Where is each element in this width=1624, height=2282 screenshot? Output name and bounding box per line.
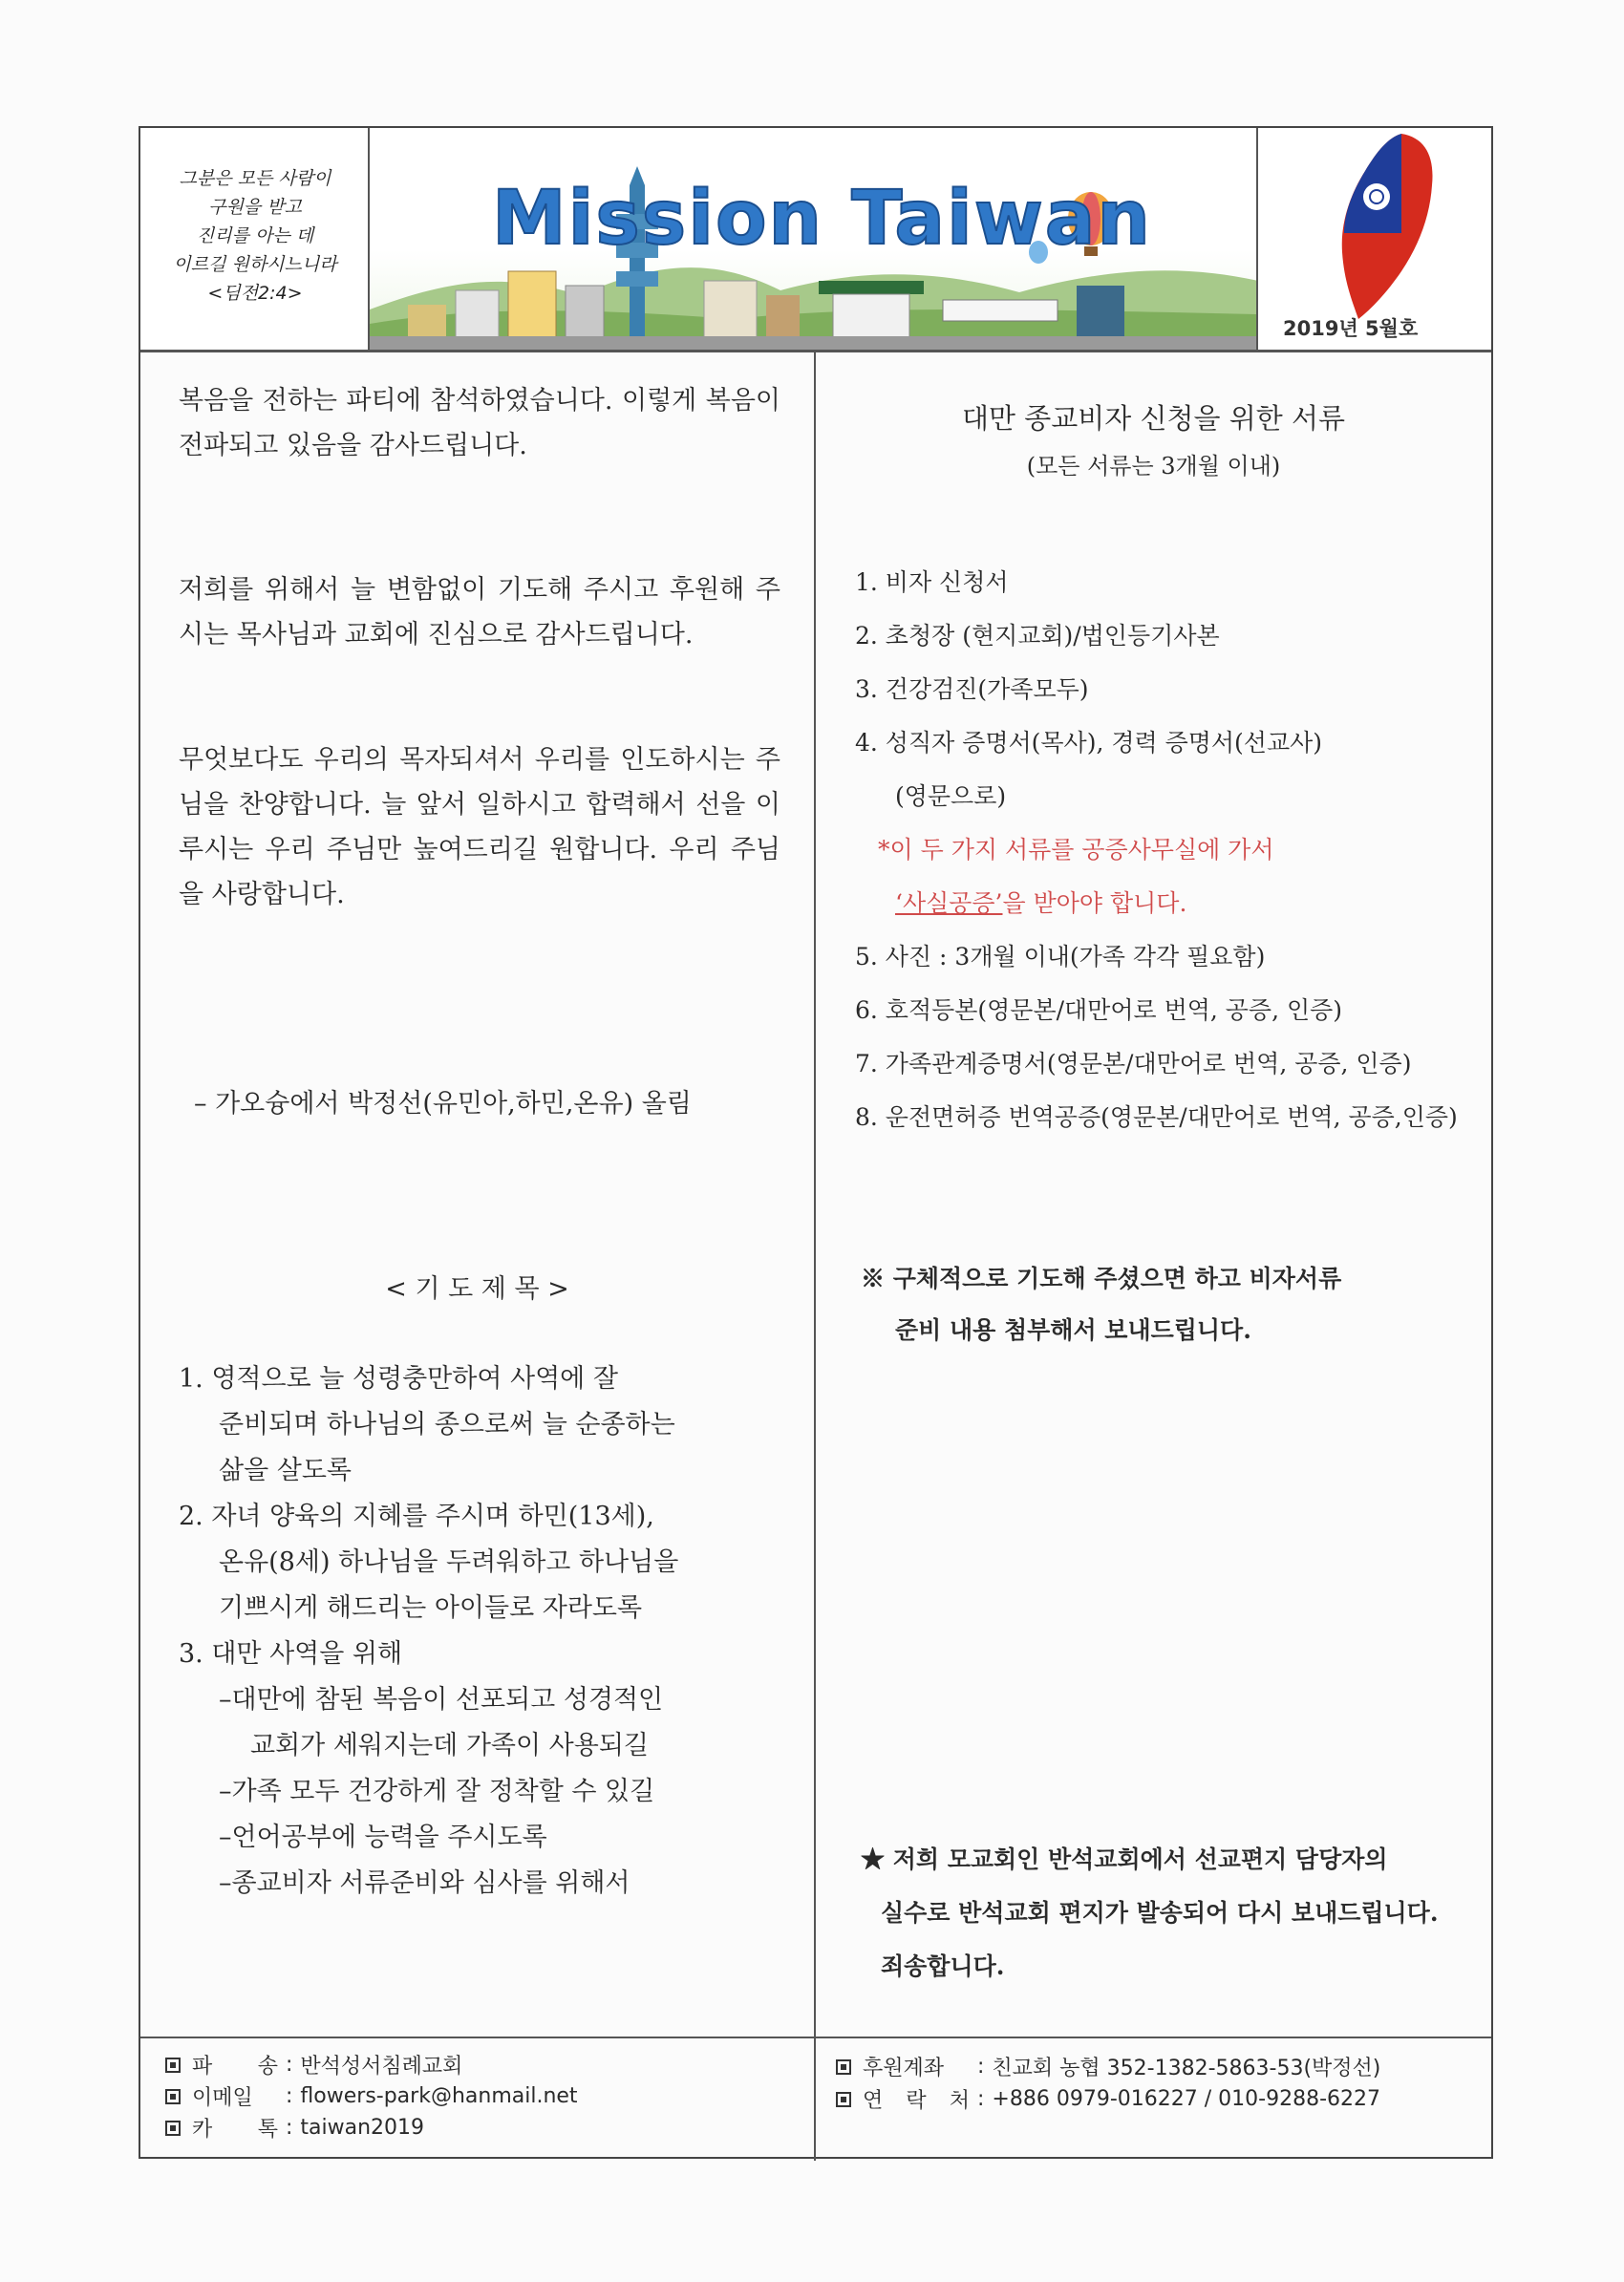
visa-docs-title: 대만 종교비자 신청을 위한 서류 [961,402,1346,435]
request-note: ※ 구체적으로 기도해 주셨으면 하고 비자서류 [861,1265,1342,1292]
footer [140,2037,1491,2159]
notary-emphasis: ‘사실공증’ [895,889,1003,917]
motto-reference: <딤전2:4> [207,283,303,304]
footer-email: 이메일 : flowers-park@hanmail.net [165,2081,578,2111]
doc-item: 1. 비자 신청서 [855,568,1009,596]
left-paragraph-1: 복음을 전하는 파티에 참석하였습니다. 이렇게 복음이 전파되고 있음을 감사드립니다. [179,386,780,460]
square-bullet-icon [165,2058,181,2073]
motto-box [140,128,370,350]
footer-send: 파 송 : 반석성서침례교회 [165,2050,462,2079]
prayer-line: 교회가 세워지는데 가족이 사용되길 [250,1731,649,1760]
account-label: 후원계좌 [863,2057,945,2080]
apology-note: 실수로 반석교회 편지가 발송되어 다시 보내드립니다. [881,1899,1439,1927]
request-note: 준비 내용 첨부해서 보내드립니다. [895,1316,1251,1344]
header [140,128,1491,352]
notary-note-line2 [895,886,1186,921]
prayer-line: –가족 모두 건강하게 잘 정착할 수 있길 [219,1777,655,1806]
prayer-line: 온유(8세) 하나님을 두려워하고 하나님을 [219,1547,679,1577]
signature: – 가오슝에서 박정선(유민아,하민,온유) 올림 [194,1089,692,1119]
prayer-line: –언어공부에 능력을 주시도록 [219,1823,547,1852]
left-paragraph-2: 저희를 위해서 늘 변함없이 기도해 주시고 후원해 주시는 목사님과 교회에 진심으로 감사드립니다. [179,575,780,650]
doc-item: 2. 초청장 (현지교회)/법인등기사본 [855,622,1220,650]
prayer-line: 삶을 살도록 [219,1456,352,1485]
doc-item: 3. 건강검진(가족모두) [855,675,1089,703]
prayer-line: 준비되며 하나님의 종으로써 늘 순종하는 [219,1410,675,1440]
footer-contact: 연 락 처 : +886 0979-016227 / 010-9288-6227 [836,2084,1380,2114]
apology-note: 죄송합니다. [881,1952,1005,1980]
prayer-line: 3. 대만 사역을 위해 [179,1639,403,1669]
notary-note: *이 두 가지 서류를 공증사무실에 가서 [878,836,1274,864]
square-bullet-icon [165,2121,181,2136]
doc-item: 6. 호적등본(영문본/대만어로 번역, 공증, 인증) [855,996,1343,1024]
footer-account: 후원계좌 : 친교회 농협 352-1382-5863-53(박정선) [836,2052,1380,2081]
column-divider [814,350,816,2161]
footer-divider [814,2038,816,2157]
send-label: 파 송 [192,2055,278,2079]
prayer-line: 1. 영적으로 늘 성령충만하여 사역에 잘 [179,1364,618,1394]
prayer-title: < 기 도 제 목 > [385,1274,569,1304]
doc-item: 7. 가족관계증명서(영문본/대만어로 번역, 공증, 인증) [855,1050,1412,1077]
motto-line: 진리를 아는 데 [196,225,314,246]
prayer-line: –종교비자 서류준비와 심사를 위해서 [219,1868,630,1898]
visa-docs-subtitle: (모든 서류는 3개월 이내) [1026,453,1281,480]
email-value[interactable]: flowers-park@hanmail.net [300,2084,578,2108]
contact-value: +886 0979-016227 / 010-9288-6227 [992,2087,1380,2111]
prayer-line: 기쁘시게 해드리는 아이들로 자라도록 [219,1593,643,1623]
left-paragraph-3: 무엇보다도 우리의 목자되셔서 우리를 인도하시는 주님을 찬양합니다. 늘 앞서 일하시고 합력해서 선을 이루시는 우리 주님만 높여드리길 원합니다. 우리 주님을 사랑합니다. [179,745,780,909]
banner [370,128,1258,350]
banner-title: Mission Taiwan [492,176,1152,262]
footer-kakao: 카 톡 : taiwan2019 [165,2113,424,2143]
kakao-label: 카 톡 [192,2118,278,2142]
doc-item: 8. 운전면허증 번역공증(영문본/대만어로 번역, 공증,인증) [855,1103,1458,1131]
prayer-line: 2. 자녀 양육의 지혜를 주시며 하민(13세), [179,1502,654,1531]
square-bullet-icon [836,2092,851,2107]
motto-line: 구원을 받고 [208,197,302,218]
email-label: 이메일 [192,2086,253,2110]
square-bullet-icon [165,2089,181,2104]
doc-item: 4. 성직자 증명서(목사), 경력 증명서(선교사) [855,729,1323,757]
doc-item: 5. 사진 : 3개월 이내(가족 각각 필요함) [855,943,1266,970]
motto-line: 그분은 모든 사람이 [179,168,331,189]
motto [154,164,356,308]
issue-date: 2019년 5월호 [1283,317,1419,340]
prayer-line: –대만에 참된 복음이 선포되고 성경적인 [219,1685,664,1715]
account-value: 친교회 농협 352-1382-5863-53(박정선) [992,2057,1381,2080]
notary-note-rest: 을 받아야 합니다. [1002,889,1187,917]
motto-line: 이르길 원하시느니라 [173,254,337,275]
newsletter-frame [139,126,1493,2159]
send-value: 반석성서침례교회 [300,2055,463,2079]
square-bullet-icon [836,2059,851,2075]
apology-note: ★ 저희 모교회인 반석교회에서 선교편지 담당자의 [861,1845,1388,1873]
contact-label: 연 락 처 [863,2089,970,2113]
doc-item: (영문으로) [895,782,1007,810]
kakao-value: taiwan2019 [300,2116,425,2140]
